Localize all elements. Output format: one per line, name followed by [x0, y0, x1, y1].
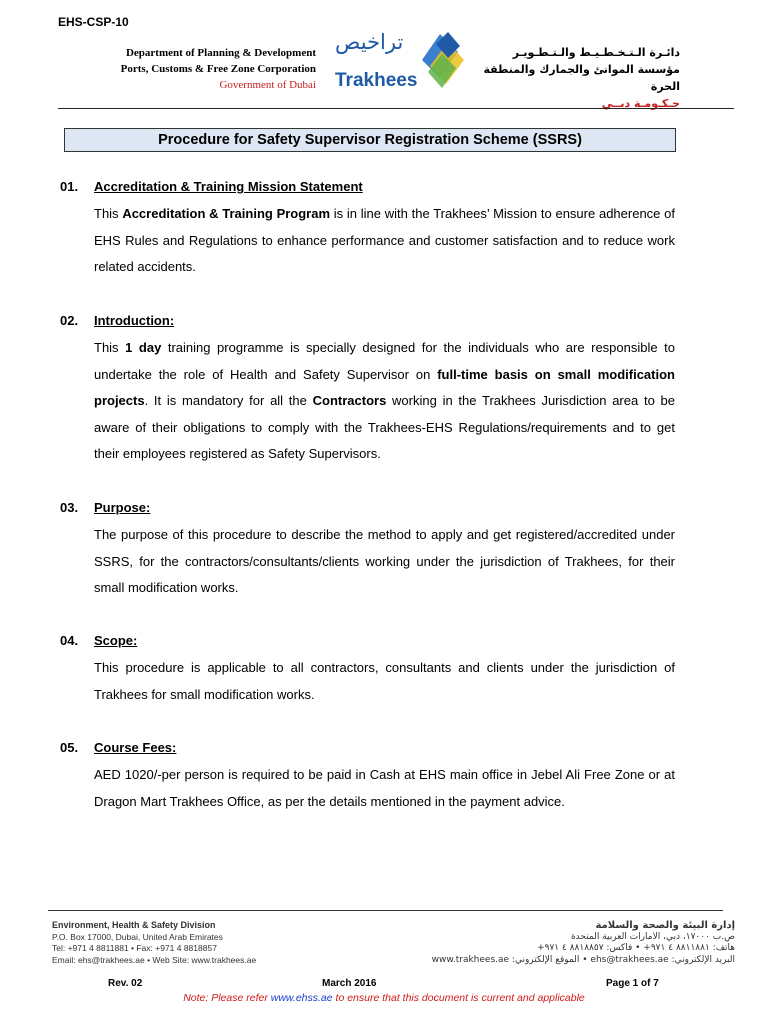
section-title: Scope:	[94, 633, 138, 648]
org-en-line2: Ports, Customs & Free Zone Corporation	[120, 63, 316, 75]
text-run: This	[94, 340, 126, 355]
footer-address: P.O. Box 17000, Dubai, United Arab Emirates	[52, 931, 223, 942]
section-number: 01.	[60, 179, 79, 194]
footer-divider	[48, 910, 723, 911]
section-heading	[60, 178, 675, 196]
logo-english-text: Trakhees	[335, 70, 418, 91]
text-run-bold: Accreditation & Training Program	[122, 206, 331, 221]
section-body	[94, 655, 675, 708]
section-body	[94, 201, 675, 281]
org-ar-line1: دائـرة الـتـخـطـيـط والـتـطـويـر	[512, 46, 680, 59]
footer-phone: Tel: +971 4 8811881 • Fax: +971 4 8818857	[52, 943, 217, 953]
org-en-line1: Department of Planning & Development	[125, 47, 316, 59]
trakhees-logo-icon	[418, 30, 468, 92]
footer-note	[0, 992, 768, 1004]
footer-contact-english	[52, 920, 256, 966]
section-title: Introduction:	[94, 313, 175, 328]
text-run-bold: Contractors	[312, 393, 387, 409]
logo-arabic-text: تراخيص	[335, 30, 404, 54]
document-code: EHS-CSP-10	[58, 15, 129, 29]
section-title: Course Fees:	[94, 740, 177, 755]
text-run: The purpose of this procedure to describe the method to apply and get registered/accredited under SSRS, for the contractors/consultants/clients working under the jurisdiction of Trakhees, for their small modification works.	[94, 527, 675, 596]
section-body	[94, 335, 675, 468]
section-title: Accreditation & Training Mission Statement	[94, 179, 363, 194]
organization-english	[100, 45, 316, 93]
section-02	[60, 312, 675, 468]
footer-email: Email: ehs@trakhees.ae • Web Site: www.trakhees.ae	[52, 954, 257, 965]
org-ar-line2: مؤسسة الموانئ والجمارك والمنطقة الحرة	[483, 63, 680, 93]
revision: Rev. 02	[108, 978, 143, 989]
text-run: This	[94, 206, 123, 221]
section-number: 03.	[60, 500, 79, 515]
text-run: This procedure is applicable to all contractors, consultants and clients under the jurisdiction of Trakhees for small modification works.	[94, 660, 675, 702]
section-body	[94, 522, 675, 602]
text-run: AED 1020/-per person is required to be paid in Cash at EHS main office in Jebel Ali Free Zone or at Dragon Mart Trakhees Office, as per the details mentioned in the payment advice.	[94, 767, 675, 809]
note-text: Note: Please refer	[183, 992, 271, 1004]
org-ar-line3: حـكـومـة دبــي	[601, 97, 680, 110]
text-run: is in line with the Trakhees’ Mission to ensure adherence of EHS Rules and Regulations to enhance performance and customer satisfaction and to reduce work related accidents.	[94, 206, 675, 275]
issue-date: March 2016	[322, 978, 377, 989]
text-run: training programme is specially designed for the individuals who are responsible to undertake the role of Health and Safety Supervisor on	[94, 340, 675, 382]
header-divider	[58, 108, 734, 109]
page-number: Page 1 of 7	[606, 978, 659, 989]
section-title: Purpose:	[94, 500, 151, 515]
section-heading	[60, 499, 675, 517]
footer-division: Environment, Health & Safety Division	[52, 920, 216, 930]
document-title: Procedure for Safety Supervisor Registration Scheme (SSRS)	[64, 128, 676, 152]
section-body	[94, 762, 675, 815]
section-01	[60, 178, 675, 281]
footer-contact-arabic	[430, 920, 735, 966]
section-number: 02.	[60, 313, 79, 328]
section-heading	[60, 632, 675, 650]
section-04	[60, 632, 675, 708]
ehss-link[interactable]: www.ehss.ae	[270, 992, 333, 1004]
organization-arabic	[480, 44, 680, 112]
note-text: to ensure that this document is current and applicable	[332, 992, 585, 1004]
text-run-bold: 1 day	[125, 340, 162, 355]
footer-division-ar: إدارة البيئة والصحة والسلامة	[595, 920, 735, 931]
footer-address-ar: ص.ب ١٧٠٠٠، دبي، الامارات العربية المتحدة	[570, 931, 735, 942]
text-run: working in the Trakhees Jurisdiction area to be aware of their obligations to comply with the Trakhees-EHS Regulations/requirements and to get their employees registered as Safety Supervisors.	[94, 393, 675, 462]
text-run: . It is mandatory for all the	[144, 393, 313, 409]
trakhees-logo	[335, 30, 470, 95]
footer-phone-ar: هاتف: ٨٨١١٨٨١ ٤ ٩٧١+ • فاكس: ٨٨١٨٨٥٧ ٤ ٩٧١+	[537, 943, 735, 953]
section-heading	[60, 739, 675, 757]
section-05	[60, 739, 675, 815]
footer-email-ar: البريد الإلكتروني: ehs@trakhees.ae • الموقع الإلكتروني: www.trakhees.ae	[431, 954, 735, 965]
section-number: 05.	[60, 740, 79, 755]
section-number: 04.	[60, 633, 79, 648]
section-03	[60, 499, 675, 602]
section-heading	[60, 312, 675, 330]
text-run-bold: full-time basis on small modification projects	[94, 366, 675, 409]
org-en-line3: Government of Dubai	[219, 79, 316, 91]
